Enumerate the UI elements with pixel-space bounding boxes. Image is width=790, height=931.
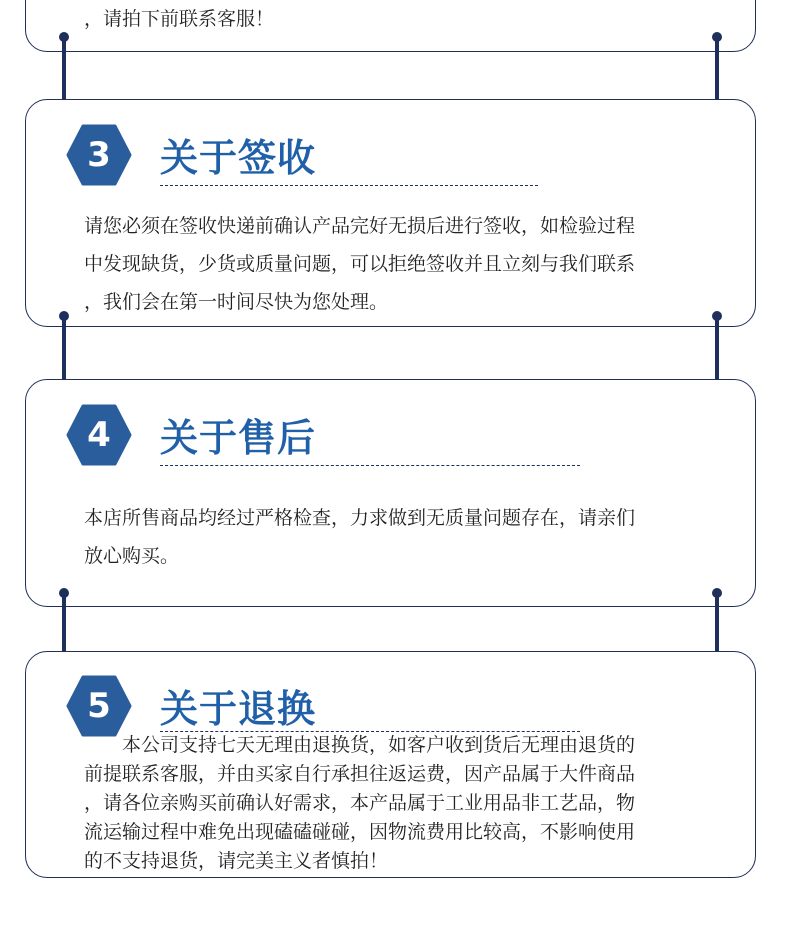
step-number: 5 (87, 686, 111, 726)
body-line: ，我们会在第一时间尽快为您处理。 (84, 291, 389, 313)
body-line: 前提联系客服，并由买家自行承担往返运费，因产品属于大件商品 (84, 763, 636, 785)
body-line: 本店所售商品均经过严格检查，力求做到无质量问题存在，请亲们 (84, 507, 636, 529)
title-divider (160, 465, 580, 466)
section-5-body (84, 731, 704, 876)
body-line: 流运输过程中难免出现磕磕碰碰，因物流费用比较高，不影响使用 (84, 821, 636, 843)
section-title: 关于退换 (160, 687, 317, 731)
section-card-2 (25, 0, 756, 52)
step-badge-5 (66, 675, 132, 737)
section-title: 关于售后 (160, 416, 317, 460)
title-divider (160, 185, 538, 186)
body-line: ，请各位亲购买前确认好需求，本产品属于工业用品非工艺品，物 (84, 792, 636, 814)
step-badge-3 (66, 124, 132, 186)
body-line: 的不支持退货，请完美主义者慎拍！ (84, 850, 389, 872)
step-number: 4 (87, 415, 111, 455)
section-4-body (84, 499, 704, 575)
step-badge-4 (66, 404, 132, 466)
section-3-body (84, 207, 704, 321)
body-line: 本公司支持七天无理由退换货，如客户收到货后无理由退货的 (84, 734, 636, 756)
section-title: 关于签收 (160, 136, 317, 180)
body-line: 放心购买。 (84, 545, 180, 567)
body-line: 中发现缺货，少货或质量问题，可以拒绝签收并且立刻与我们联系 (84, 253, 636, 275)
section-2-body (84, 0, 704, 39)
section-2-line: ，请拍下前联系客服！ (84, 8, 275, 30)
step-number: 3 (87, 135, 111, 175)
body-line: 请您必须在签收快递前确认产品完好无损后进行签收，如检验过程 (84, 215, 636, 237)
